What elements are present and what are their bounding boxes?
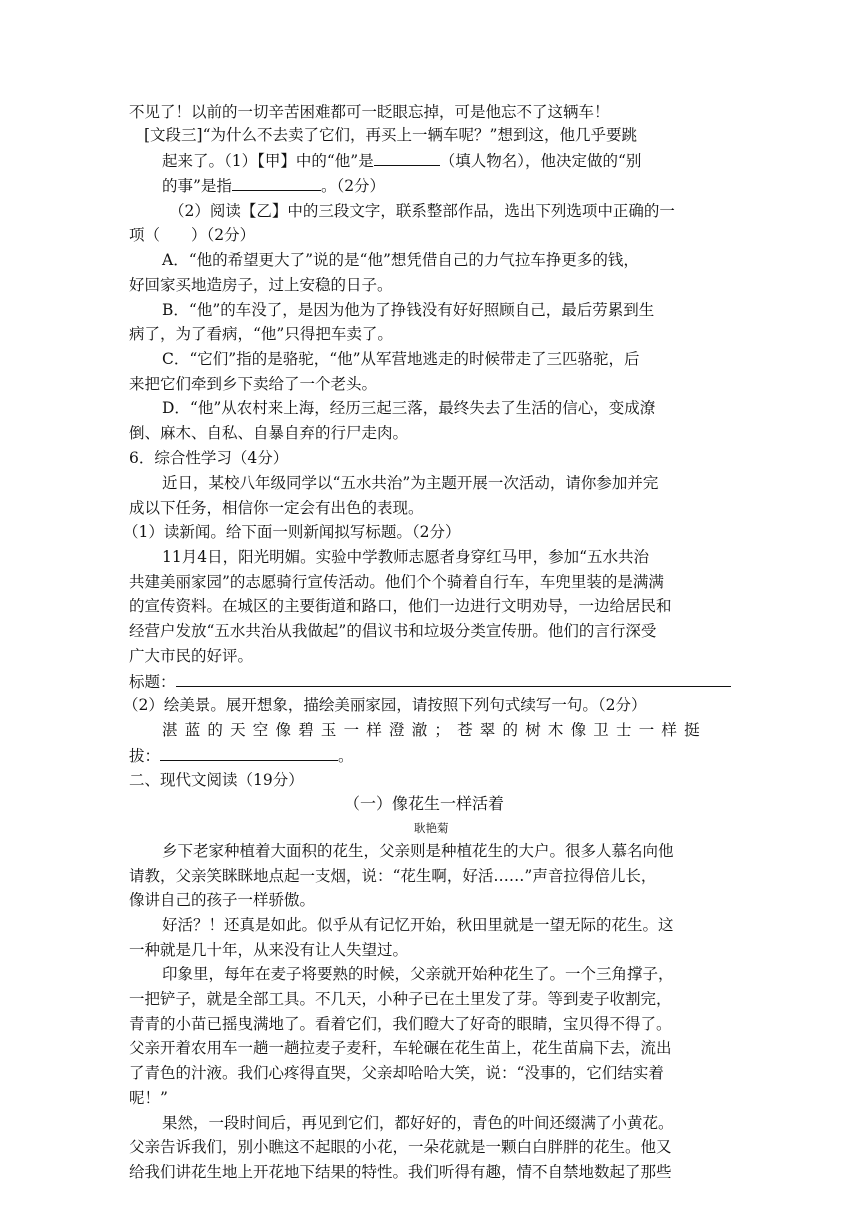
article-title: （一）像花生一样活着 (344, 794, 505, 813)
option-b: B．“他”的车没了，是因为他为了挣钱没有好好照顾自己，最后劳累到生 (162, 301, 655, 319)
text-line: 近日，某校八年级同学以“五水共治”为主题开展一次活动，请你参加并完 (162, 474, 659, 492)
text-line: 乡下老家种植着大面积的花生，父亲则是种植花生的大户。很多人慕名向他 (162, 842, 674, 860)
text-line: [文段三]“为什么不去卖了它们，再买上一辆车呢？”想到这，他几乎要跳 (144, 126, 637, 144)
text-line: 青青的小苗已摇曳满地了。看着它们，我们瞪大了好奇的眼睛，宝贝得不得了。 (129, 1015, 672, 1033)
text-line: 项（ ）（2分） (129, 226, 256, 244)
text-line: 共建美丽家园”的志愿骑行宣传活动。他们个个骑着自行车，车兜里装的是满满 (129, 573, 664, 591)
question-text: （填人物名），他决定做的“别 (439, 152, 642, 170)
text-line: 广大市民的好评。 (129, 647, 254, 665)
text-line (129, 669, 731, 693)
answer-blank[interactable] (160, 743, 338, 761)
question-text: 。 (338, 747, 354, 765)
text-line: 请教，父亲笑眯眯地点起一支烟，说：“花生啊，好活……”声音拉得倍儿长， (129, 867, 657, 885)
text-line: 给我们讲花生地上开花地下结果的特性。我们听得有趣，情不自禁地数起了那些 (129, 1163, 672, 1181)
title-answer-blank[interactable] (176, 669, 731, 687)
text-line: （2）阅读【乙】中的三段文字，联系整部作品，选出下列选项中正确的一 (169, 202, 675, 220)
option-a: A．“他的希望更大了”说的是“他”想凭借自己的力气拉车挣更多的钱， (162, 251, 639, 269)
text-line: 好活？！还真是如此。似乎从有记忆开始，秋田里就是一望无际的花生。这 (162, 916, 674, 934)
text-line: 来把它们牵到乡下卖给了一个老头。 (129, 375, 378, 393)
text-line: 湛蓝的天空像碧玉一样澄澈；苍翠的树木像卫士一样挺 (162, 721, 707, 739)
text-line: 病了，为了看病，“他”只得把车卖了。 (129, 325, 393, 343)
text-line: 倒、麻木、自私、自暴自弃的行尸走肉。 (129, 424, 409, 442)
text-line: 不见了！以前的一切辛苦困难都可一眨眼忘掉，可是他忘不了这辆车！ (129, 103, 610, 121)
text-line: 呢！” (129, 1089, 168, 1107)
text-line: 成以下任务，相信你一定会有出色的表现。 (129, 499, 424, 517)
text-line (162, 148, 641, 172)
text-line (162, 173, 385, 197)
text-line: 果然，一段时间后，再见到它们，都好好的，青色的叶间还缀满了小黄花。 (162, 1114, 674, 1132)
option-c: C．“它们”指的是骆驼，“他”从军营地逃走的时候带走了三匹骆驼，后 (162, 350, 640, 368)
text-line: 一把铲子，就是全部工具。不几天，小种子已在土里发了芽。等到麦子收割完， (129, 990, 672, 1008)
text-line: 一种就是几十年，从来没有让人失望过。 (129, 941, 409, 959)
question-text: 起来了。（1）【甲】中的“他”是 (162, 152, 374, 170)
question-text: 拔： (129, 747, 161, 765)
question-text: 。（2分） (320, 177, 386, 195)
text-line: 的宣传资料。在城区的主要街道和路口，他们一边进行文明劝导，一边给居民和 (129, 597, 672, 615)
text-line: 父亲告诉我们，别小瞧这不起眼的小花，一朵花就是一颗白白胖胖的花生。他又 (129, 1138, 672, 1156)
text-line: 好回家买地造房子，过上安稳的日子。 (129, 276, 393, 294)
text-line: 印象里，每年在麦子将要熟的时候，父亲就开始种花生了。一个三角撑子， (162, 965, 674, 983)
text-line: 父亲开着农用车一趟一趟拉麦子麦秆，车轮碾在花生苗上，花生苗扁下去，流出 (129, 1039, 672, 1057)
section-heading: 6．综合性学习（4分） (129, 449, 289, 467)
text-line (129, 743, 354, 767)
title-label: 标题： (129, 673, 176, 691)
text-line: （1）读新闻。给下面一则新闻拟写标题。（2分） (123, 523, 461, 541)
text-line: 经营户发放“五水共治从我做起”的倡议书和垃圾分类宣传册。他们的言行深受 (129, 622, 657, 640)
section-heading: 二、现代文阅读（19分） (129, 771, 304, 789)
answer-blank[interactable] (232, 173, 321, 191)
article-author: 耿艳菊 (414, 821, 449, 835)
answer-blank[interactable] (374, 148, 440, 166)
text-line: （2）绘美景。展开想象，描绘美丽家园，请按照下列句式续写一句。（2分） (123, 696, 647, 714)
text-line: 像讲自己的孩子一样骄傲。 (129, 891, 316, 909)
option-d: D．“他”从农村来上海，经历三起三落，最终失去了生活的信心，变成潦 (162, 399, 656, 417)
question-text: 的事”是指 (162, 177, 232, 195)
text-line: 11月4日，阳光明媚。实验中学教师志愿者身穿红马甲，参加“五水共治 (162, 548, 650, 566)
text-line: 了青色的汁液。我们心疼得直哭，父亲却哈哈大笑，说：“没事的，它们结实着 (129, 1064, 664, 1082)
